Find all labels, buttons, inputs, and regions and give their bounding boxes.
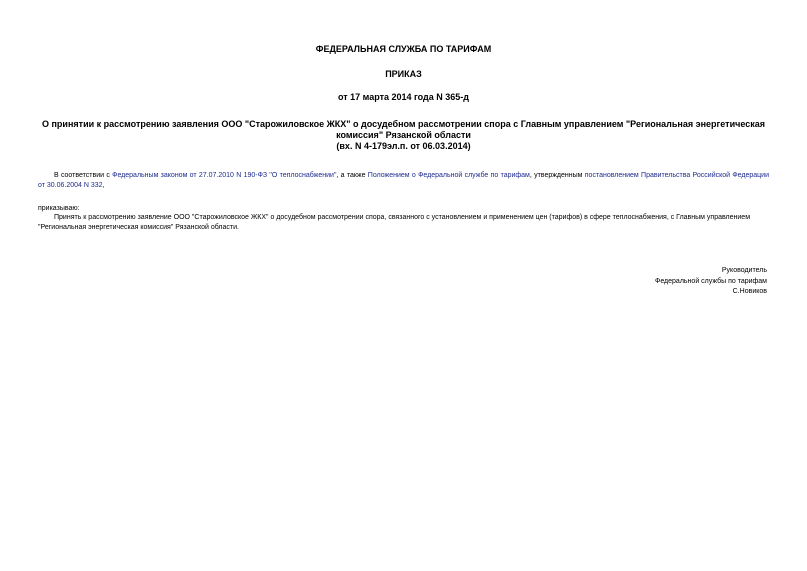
subject-line-3: (вх. N 4-179эл.п. от 06.03.2014)	[336, 141, 471, 151]
preamble-text-4: ,	[102, 182, 105, 189]
order-word: приказываю:	[38, 205, 80, 212]
order-paragraph: Принять к рассмотрению заявление ООО "Старожиловское ЖКХ" о досудебном рассмотрении спора, связанного с установлением и применением цен (тарифов) в сфере теплоснабжения, с Главным управлением "Региональная энергетическая комиссия" Рязанской области.	[38, 214, 751, 231]
signatory-organization: Федеральной службы по тарифам	[655, 278, 767, 285]
subject-line-2: комиссия" Рязанской области	[336, 130, 471, 140]
government-decree-link[interactable]: постановлением Правительства Российской Федерации от 30.06.2004 N 332	[38, 172, 769, 189]
preamble-text-1: В соответствии с	[54, 172, 113, 179]
fst-regulation-link[interactable]: Положением о Федеральной службе по тарифам	[367, 172, 530, 179]
document-date-number: от 17 марта 2014 года N 365-д	[337, 92, 469, 102]
signatory-title: Руководитель	[721, 267, 767, 274]
signatory-name: С.Новиков	[732, 288, 767, 295]
preamble-paragraph	[38, 171, 769, 191]
law-190-fz-link[interactable]: Федеральным законом от 27.07.2010 N 190-ФЗ "О теплоснабжении"	[112, 172, 337, 179]
subject-line-1: О принятии к рассмотрению заявления ООО "Старожиловское ЖКХ" о досудебном рассмотрении спора с Главным управлением "Региональная энергетическая	[42, 119, 765, 129]
document-type: ПРИКАЗ	[385, 69, 422, 79]
agency-name: ФЕДЕРАЛЬНАЯ СЛУЖБА ПО ТАРИФАМ	[315, 44, 492, 54]
preamble-text-3: , утвержденным	[529, 172, 585, 179]
preamble-text-2: , а также	[336, 172, 368, 179]
document-subject	[38, 119, 769, 152]
